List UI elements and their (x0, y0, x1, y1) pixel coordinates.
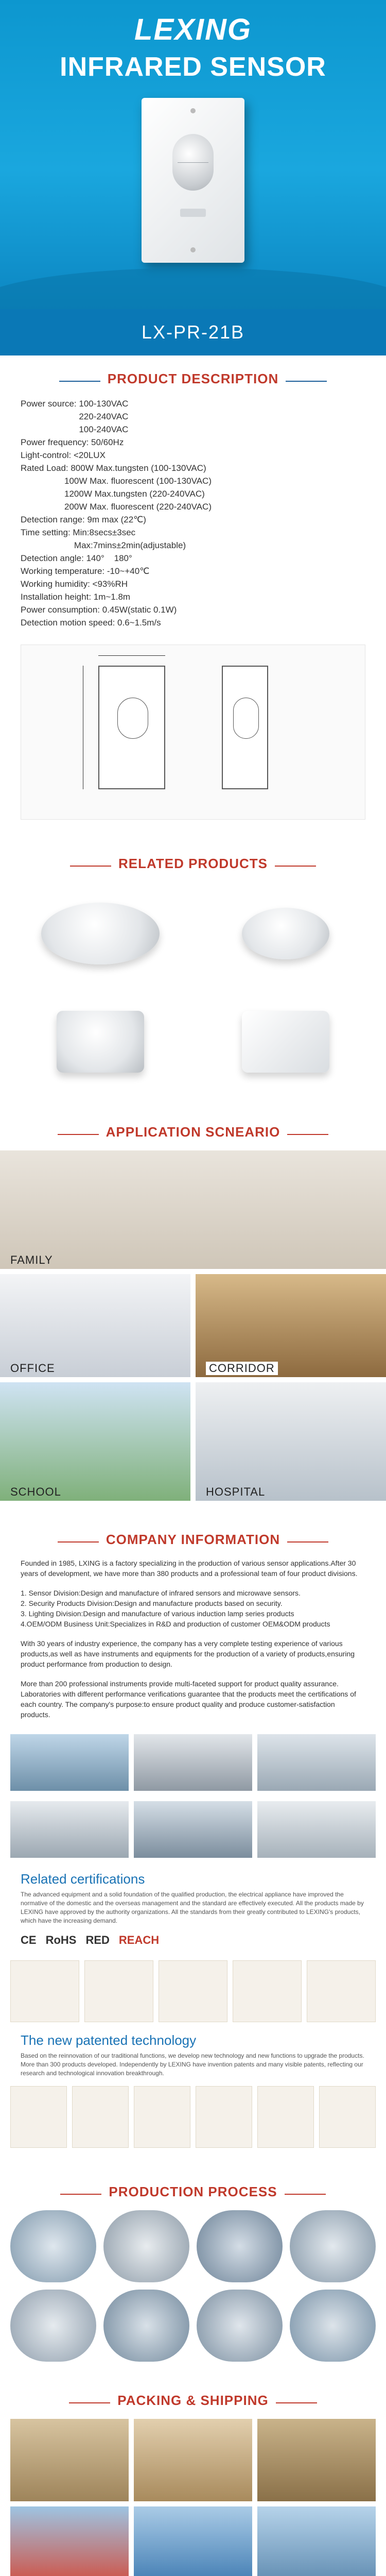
patent-text: Based on the reinnovation of our traditional functions, we develop new technology and new functions to upgrade the products. More than 300 products developed. Independently by LEXING have invention patents and many visible patents, reflecting our research and technological innovation breakthrough. (21, 2052, 364, 2077)
scenario-family-photo (0, 1150, 386, 1269)
shipping-photo (257, 2506, 376, 2576)
spec-row: Light-control: <20LUX (21, 450, 106, 460)
patent-doc (196, 2086, 252, 2148)
packing-photos (0, 2419, 386, 2501)
spec-row: Power frequency: 50/60Hz (21, 437, 124, 447)
spec-row: Detection motion speed: 0.6~1.5m/s (21, 618, 161, 628)
process-photo (10, 2290, 96, 2362)
factory-photo (257, 1734, 376, 1791)
sensor-product-image (142, 98, 244, 263)
related-product-card[interactable] (196, 882, 376, 985)
rohs-logo: RoHS (45, 1934, 77, 1946)
scenario-school-photo (0, 1382, 190, 1501)
spec-row: Time setting: Min:8secs±3sec (21, 528, 136, 537)
spec-row: Installation height: 1m~1.8m (21, 592, 131, 602)
cert-logos (0, 1925, 386, 1955)
related-product-card[interactable] (196, 990, 376, 1093)
company-paragraph: Founded in 1985, LXING is a factory specializing in the production of various sensor applications.After 30 years of development, we have more than 380 products and a professional team of four product divisions. (21, 1559, 358, 1578)
certificate-doc (307, 1960, 376, 2022)
factory-photo (134, 1734, 252, 1791)
spec-row: Working temperature: -10~+40℃ (21, 566, 150, 576)
section-heading-process: PRODUCTION PROCESS (0, 2168, 386, 2210)
spec-row: Detection angle: 140° 180° (21, 553, 132, 563)
patent-doc (257, 2086, 314, 2148)
process-photo (197, 2210, 283, 2282)
factory-photo (10, 1734, 129, 1791)
patent-doc (319, 2086, 376, 2148)
section-heading-scenario: APPLICATION SCNEARIO (0, 1109, 386, 1150)
company-info (0, 1558, 386, 1720)
certificate-doc (233, 1960, 302, 2022)
process-photo (103, 2290, 189, 2362)
company-list: 1. Sensor Division:Design and manufacture of infrared sensors and microwave sensors. 2. Security Products Division:Design and manufacture products based on security. 3. Lighting Division:Design and manufacture of various induction lamp series products 4.OEM/ODM Business Unit:Specializes in R&D and production of customer OEM&ODM products (21, 1589, 330, 1628)
spec-row: 100W Max. fluorescent (100-130VAC) (21, 476, 212, 486)
certificate-doc (10, 1960, 79, 2022)
section-heading-related: RELATED PRODUCTS (0, 840, 386, 882)
spec-row: 1200W Max.tungsten (220-240VAC) (21, 489, 205, 499)
factory-photo (10, 1801, 129, 1858)
brand-logo: LEXING (134, 13, 252, 46)
application-scenarios (0, 1150, 386, 1506)
scenario-label: HOSPITAL (206, 1485, 266, 1498)
packing-photo (257, 2419, 376, 2501)
scenario-label: FAMILY (10, 1253, 53, 1266)
certifications-text: The advanced equipment and a solid foundation of the qualified production, the electrical appliance have improved the normative of the domestic and the overseas management and the standard are effectively executed. All the products made by LEXING have approved by the authority organizations. All the standards from their greatly contributed to LEXING's products, which have the increasing demand. (21, 1891, 364, 1924)
spec-row: 220-240VAC (21, 412, 129, 421)
red-logo: RED (85, 1934, 110, 1946)
scenario-label: SCHOOL (10, 1485, 61, 1498)
related-product-card[interactable] (10, 882, 190, 985)
patent-doc (10, 2086, 67, 2148)
patent-doc (134, 2086, 190, 2148)
hero-title: INFRARED SENSOR (60, 52, 326, 82)
factory-photo (257, 1801, 376, 1858)
spec-row: Rated Load: 800W Max.tungsten (100-130VAC) (21, 463, 206, 473)
spec-row: Max:7mins±2min(adjustable) (21, 540, 186, 550)
process-photo (10, 2210, 96, 2282)
process-photo (290, 2210, 376, 2282)
certificate-doc (84, 1960, 153, 2022)
related-products (0, 882, 386, 1093)
spec-row: Power source: 100-130VAC (21, 399, 129, 409)
process-photo (103, 2210, 189, 2282)
shipping-photo (10, 2506, 129, 2576)
company-paragraph: More than 200 professional instruments provide multi-faceted support for product quality assurance. Laboratories with different performance verifications guarantee that the products meet the certifications of each country. The company's purpose:to ensure product quality and produce customer-satisfaction products. (21, 1680, 356, 1719)
reach-logo: REACH (118, 1934, 160, 1946)
dimension-diagram (21, 645, 365, 820)
process-photos (0, 2210, 386, 2362)
packing-photo (10, 2419, 129, 2501)
related-product-card[interactable] (10, 990, 190, 1093)
scenario-label: CORRIDOR (206, 1362, 278, 1375)
section-heading-packing: PACKING & SHIPPING (0, 2377, 386, 2419)
scenario-corridor-photo (196, 1274, 386, 1377)
factory-photos (0, 1729, 386, 1796)
ce-logo: CE (21, 1934, 37, 1946)
patent-documents (0, 2081, 386, 2153)
certifications-title: Related certifications (21, 1871, 145, 1887)
model-bar: LX-PR-21B (0, 309, 386, 355)
spec-row: Power consumption: 0.45W(static 0.1W) (21, 605, 177, 615)
process-photo (290, 2290, 376, 2362)
hero-banner (0, 0, 386, 309)
section-heading-company: COMPANY INFORMATION (0, 1516, 386, 1558)
factory-photo (134, 1801, 252, 1858)
spec-row: 200W Max. fluorescent (220-240VAC) (21, 502, 212, 512)
patent-doc (72, 2086, 129, 2148)
spec-list (0, 397, 386, 634)
packing-photo (134, 2419, 252, 2501)
certificate-documents (0, 1955, 386, 2027)
spec-row: Working humidity: <93%RH (21, 579, 128, 589)
company-paragraph: With 30 years of industry experience, the company has a very complete testing experience of various products,as well as have instruments and equipments for the production of a variety of products,ensuring product performance from production to design. (21, 1639, 355, 1668)
scenario-office-photo (0, 1274, 190, 1377)
factory-photos (0, 1796, 386, 1863)
scenario-label: OFFICE (10, 1362, 55, 1375)
spec-row: 100-240VAC (21, 425, 129, 434)
shipping-photo (134, 2506, 252, 2576)
section-heading-description: PRODUCT DESCRIPTION (0, 355, 386, 397)
shipping-photos (0, 2506, 386, 2576)
patent-title: The new patented technology (21, 2032, 197, 2048)
spec-row: Detection range: 9m max (22℃) (21, 515, 146, 524)
process-photo (197, 2290, 283, 2362)
scenario-hospital-photo (196, 1382, 386, 1501)
certificate-doc (159, 1960, 227, 2022)
